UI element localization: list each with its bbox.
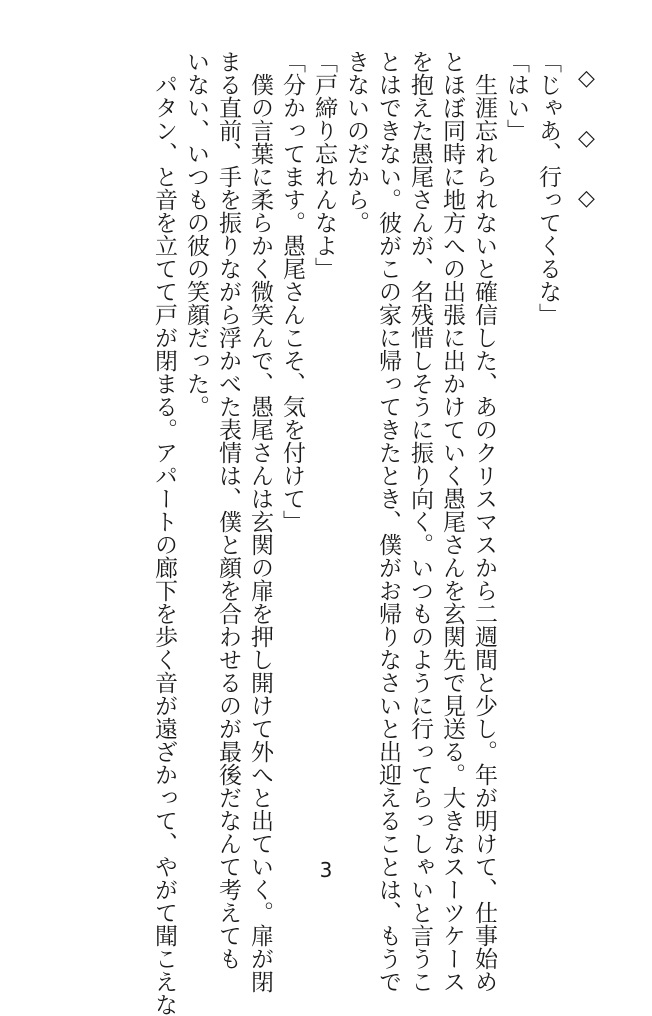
- text-line: パタン、と音を立てて戸が閉まる。アパートの廊下を歩く音が遠ざかって、やがて聞こえな: [151, 50, 177, 1016]
- text-line: とほぼ同時に地方への出張に出かけていく愚尾さんを玄関先で見送る。大きなスーツケース: [439, 50, 465, 993]
- text-line: 生涯忘れられないと確信した、あのクリスマスから二週間と少し。年が明けて、仕事始め: [471, 50, 497, 993]
- text-line: 「じゃあ、行ってくるな」: [535, 50, 561, 326]
- text-line: まる直前、手を振りながら浮かべた表情は、僕と顔を合わせるのが最後だなんて考えても: [215, 50, 241, 970]
- vertical-text-body: [148, 50, 602, 1016]
- text-line: 「はい」: [503, 50, 529, 142]
- text-line: とはできない。彼がこの家に帰ってきたとき、僕がお帰りなさいと出迎えることは、もうで: [375, 50, 401, 993]
- text-line: きないのだから。: [343, 50, 369, 234]
- page-number: 3: [319, 858, 333, 882]
- text-line: いない、いつもの彼の笑顔だった。: [183, 50, 209, 418]
- text-line: を抱えた愚尾さんが、名残惜しそうに振り向く。いつものように行ってらっしゃいと言うこ: [407, 50, 433, 993]
- text-line: 「分かってます。愚尾さんこそ、気を付けて」: [279, 50, 305, 533]
- text-line: 僕の言葉に柔らかく微笑んで、愚尾さんは玄関の扉を押し開けて外へと出ていく。扉が閉: [247, 50, 273, 993]
- scene-break-ornament: ◇ ◇ ◇: [574, 66, 599, 225]
- text-line: 「戸締り忘れんなよ」: [311, 50, 337, 280]
